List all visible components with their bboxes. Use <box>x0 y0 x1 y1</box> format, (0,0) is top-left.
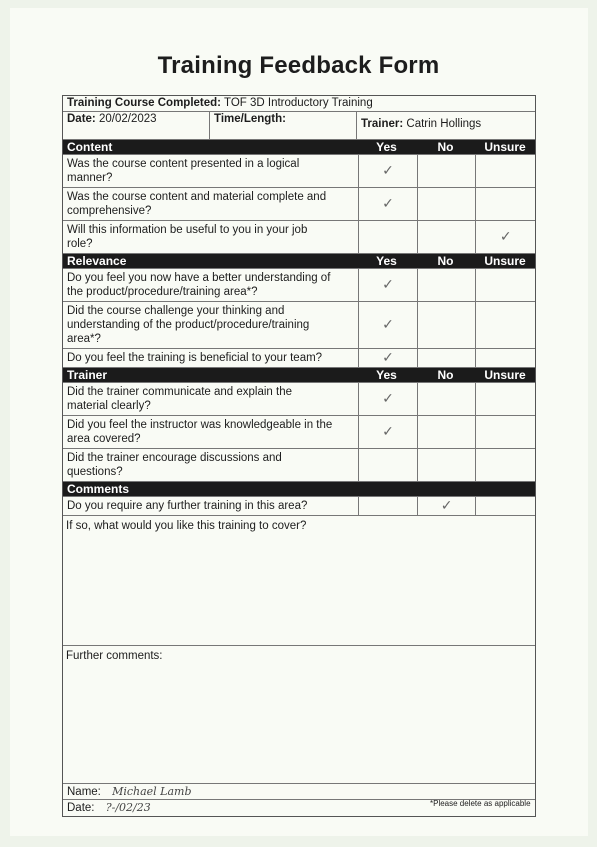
question-text: comprehensive? <box>67 205 152 217</box>
question-row <box>63 221 535 254</box>
col-no: No <box>437 140 454 154</box>
question-text: material clearly? <box>67 400 151 412</box>
question-text: questions? <box>67 466 123 478</box>
signed-date-value[interactable]: ?-/02/23 <box>105 801 151 814</box>
date-label: Date: <box>67 113 96 125</box>
question-text: the product/procedure/training area*? <box>67 286 258 298</box>
further-comments-label: Further comments: <box>66 650 163 662</box>
answer-yes[interactable] <box>359 155 418 187</box>
tick-icon: ✓ <box>382 196 394 212</box>
answer-no[interactable] <box>418 155 477 187</box>
question-text: manner? <box>67 172 113 184</box>
question-text: Do you require any further training in this area? <box>67 500 308 512</box>
answer-no[interactable] <box>418 383 477 415</box>
answer-unsure[interactable] <box>476 449 535 481</box>
question-text: area*? <box>67 333 101 345</box>
question-text: Will this information be useful to you in your job <box>67 224 308 236</box>
question-text: Did the trainer communicate and explain the <box>67 386 293 398</box>
course-value: TOF 3D Introductory Training <box>224 97 373 109</box>
col-unsure: Unsure <box>484 368 526 382</box>
answer-no[interactable] <box>418 497 477 515</box>
question-text: Was the course content presented in a logical <box>67 158 300 170</box>
form-title: Training Feedback Form <box>157 52 440 79</box>
tick-icon: ✓ <box>382 163 394 179</box>
tick-icon: ✓ <box>382 277 394 293</box>
col-unsure: Unsure <box>484 254 526 268</box>
answer-yes[interactable] <box>359 188 418 220</box>
name-signature[interactable]: Michael Lamb <box>112 785 192 798</box>
content-header <box>63 140 535 155</box>
question-text: role? <box>67 238 93 250</box>
answer-no[interactable] <box>418 302 477 348</box>
tick-icon: ✓ <box>382 350 394 366</box>
trainer-header <box>63 368 535 383</box>
relevance-header <box>63 254 535 269</box>
further-comments-box[interactable] <box>63 646 535 784</box>
answer-no[interactable] <box>418 449 477 481</box>
name-label: Name: <box>67 786 101 798</box>
question-text: understanding of the product/procedure/training <box>67 319 310 331</box>
date-value: 20/02/2023 <box>98 113 157 125</box>
date-row <box>63 112 535 140</box>
question-text: area covered? <box>67 433 141 445</box>
col-yes: Yes <box>376 254 397 268</box>
answer-unsure[interactable] <box>476 383 535 415</box>
col-no: No <box>437 254 454 268</box>
question-row <box>63 155 535 188</box>
answer-no[interactable] <box>418 349 477 367</box>
further-training-box[interactable] <box>63 516 535 646</box>
answer-unsure[interactable] <box>476 416 535 448</box>
answer-unsure[interactable] <box>476 497 535 515</box>
col-yes: Yes <box>376 368 397 382</box>
answer-yes[interactable] <box>359 349 418 367</box>
course-row <box>63 96 535 112</box>
trainer-section-title: Trainer <box>67 368 108 382</box>
answer-unsure[interactable] <box>476 221 535 253</box>
col-unsure: Unsure <box>484 140 526 154</box>
answer-yes[interactable] <box>359 302 418 348</box>
tick-icon: ✓ <box>440 498 453 514</box>
answer-yes[interactable] <box>359 221 418 253</box>
answer-unsure[interactable] <box>476 155 535 187</box>
answer-yes[interactable] <box>359 449 418 481</box>
question-text: Did you feel the instructor was knowledgeable in the <box>67 419 333 431</box>
answer-unsure[interactable] <box>476 188 535 220</box>
answer-yes[interactable] <box>359 383 418 415</box>
answer-no[interactable] <box>418 416 477 448</box>
footnote: *Please delete as applicable <box>430 799 531 808</box>
course-label: Training Course Completed: <box>67 97 221 109</box>
name-row <box>63 784 535 800</box>
signed-date-label: Date: <box>67 802 95 814</box>
tick-icon: ✓ <box>382 424 394 440</box>
tick-icon: ✓ <box>382 317 394 333</box>
col-yes: Yes <box>376 140 397 154</box>
trainer-label: Trainer: <box>361 118 404 130</box>
question-text: Do you feel the training is beneficial to your team? <box>67 352 323 364</box>
question-row <box>63 302 535 349</box>
time-length-label: Time/Length: <box>214 113 286 125</box>
trainer-value: Catrin Hollings <box>406 118 482 130</box>
question-row <box>63 349 535 368</box>
content-section-title: Content <box>67 140 113 154</box>
answer-unsure[interactable] <box>476 349 535 367</box>
question-row <box>63 497 535 516</box>
further-training-label: If so, what would you like this training to cover? <box>66 520 307 532</box>
answer-no[interactable] <box>418 221 477 253</box>
question-text: Did the trainer encourage discussions and <box>67 452 282 464</box>
question-text: Was the course content and material complete and <box>67 191 327 203</box>
question-row <box>63 269 535 302</box>
question-row <box>63 416 535 449</box>
question-row <box>63 383 535 416</box>
feedback-form <box>62 95 536 817</box>
answer-unsure[interactable] <box>476 269 535 301</box>
question-text: Do you feel you now have a better understanding of <box>67 272 331 284</box>
question-row <box>63 188 535 221</box>
question-row <box>63 449 535 482</box>
question-text: Did the course challenge your thinking and <box>67 305 285 317</box>
answer-unsure[interactable] <box>476 302 535 348</box>
col-no: No <box>437 368 454 382</box>
answer-no[interactable] <box>418 269 477 301</box>
comments-header <box>63 482 535 497</box>
answer-yes[interactable] <box>359 269 418 301</box>
tick-icon: ✓ <box>382 391 394 407</box>
comments-section-title: Comments <box>67 482 130 496</box>
answer-no[interactable] <box>418 188 477 220</box>
answer-yes[interactable] <box>359 416 418 448</box>
relevance-section-title: Relevance <box>67 254 127 268</box>
answer-yes[interactable] <box>359 497 418 515</box>
tick-icon: ✓ <box>499 229 512 245</box>
